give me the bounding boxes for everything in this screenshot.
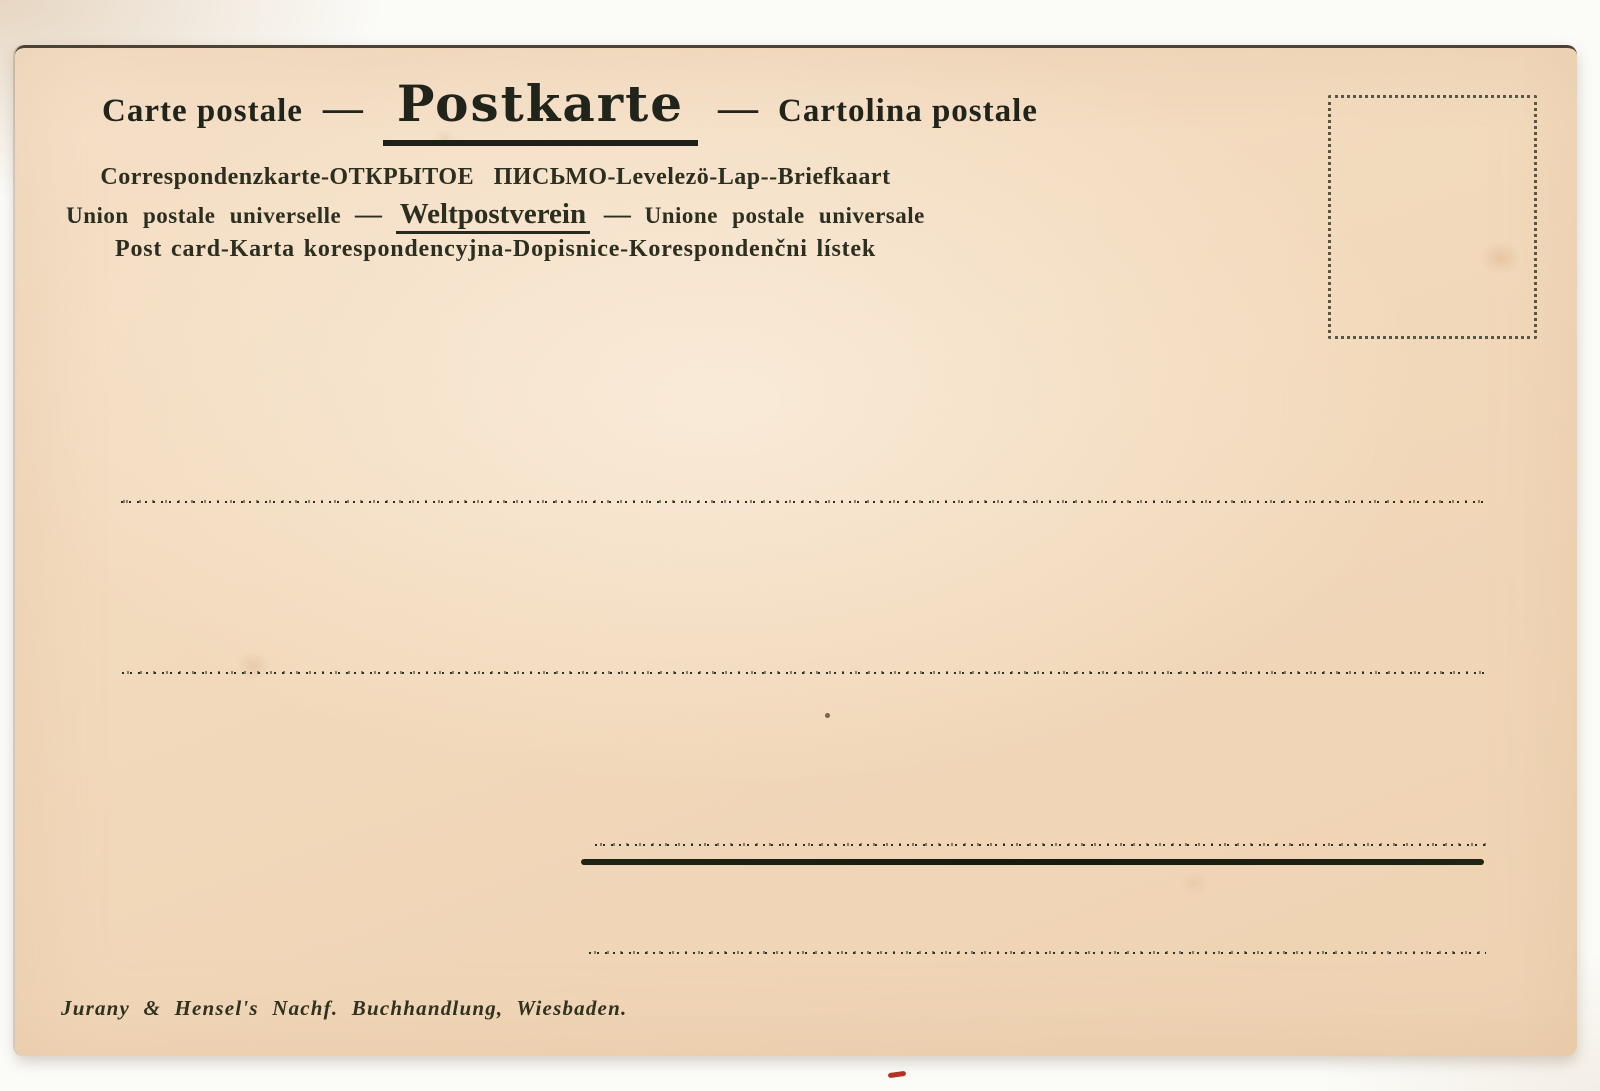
title-carte-postale: Carte postale	[102, 93, 303, 129]
title-row	[102, 74, 1038, 146]
ink-speck	[825, 713, 830, 718]
upu-weltpostverein: Weltpostverein	[396, 198, 590, 234]
title-dash-right: —	[718, 85, 759, 130]
upu-left-text: Union postale universelle	[66, 203, 342, 228]
title-dash-left: —	[322, 85, 363, 130]
address-dotted-line-3	[595, 843, 1488, 847]
title-cartolina-postale: Cartolina postale	[778, 93, 1038, 129]
address-solid-rule	[581, 859, 1484, 865]
postcard	[15, 45, 1577, 1056]
address-line-1	[121, 500, 1489, 504]
heading-postcard-languages: Post card-Karta korespondencyjna-Dopisnice-Korespondenčni lístek	[115, 236, 876, 262]
upu-right-text: Unione postale universale	[644, 203, 925, 228]
address-line-2	[122, 671, 1485, 675]
upu-dash-right: —	[603, 199, 631, 229]
red-mark	[888, 1071, 907, 1078]
address-line-4	[589, 951, 1486, 955]
heading-correspondenzkarte: Correspondenzkarte-ОТКРЫТОЕ ПИСЬМО-Levelezö-Lap--Briefkaart	[100, 164, 891, 190]
upu-dash-left: —	[355, 199, 383, 229]
publisher-imprint: Jurany & Hensel's Nachf. Buchhandlung, Wiesbaden.	[61, 996, 628, 1020]
stamp-box	[1328, 95, 1537, 339]
heading-union-postale	[43, 198, 948, 231]
title-postkarte: Postkarte	[383, 74, 698, 146]
